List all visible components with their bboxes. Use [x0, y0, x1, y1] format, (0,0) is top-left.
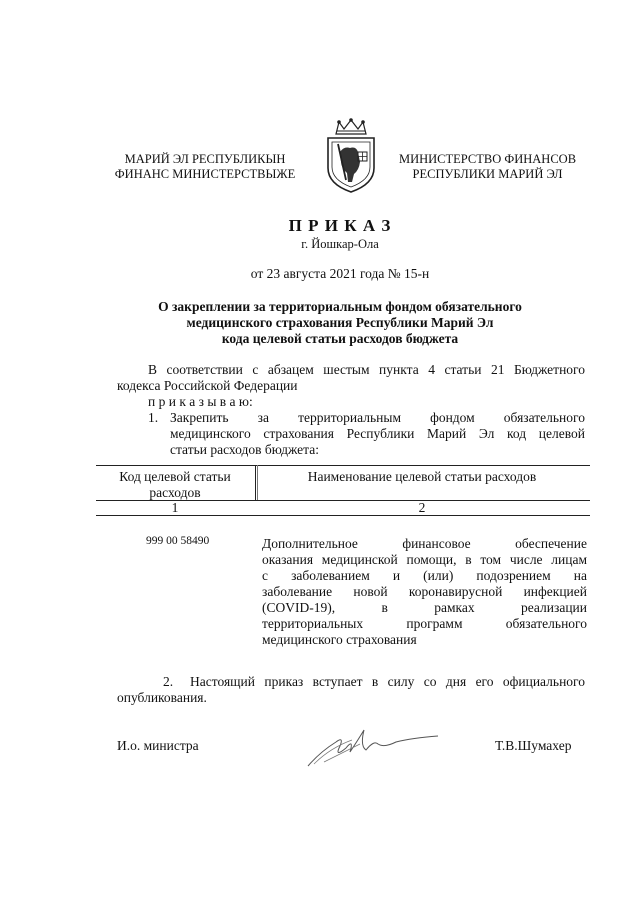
header-left-line-2: ФИНАНС МИНИСТЕРСТВЫЖЕ — [114, 167, 296, 181]
order-title-line-3: кода целевой статьи расходов бюджета — [221, 331, 459, 346]
header-left-line-1: МАРИЙ ЭЛ РЕСПУБЛИКЫН — [124, 152, 286, 166]
city: г. Йошкар-Ола — [301, 237, 379, 251]
handwritten-signature — [300, 722, 450, 772]
header-left — [100, 152, 310, 182]
desc-line-6: территориальных программ обязательного — [262, 616, 587, 631]
order-title-line-2: медицинского страхования Республики Марий Эл — [186, 315, 494, 330]
desc-line-1: Дополнительное финансовое обеспечение — [262, 536, 587, 551]
table-header-name: Наименование целевой статьи расходов — [307, 469, 537, 484]
item1-line-1: Закрепить за территориальным фондом обязательного — [170, 410, 585, 425]
table-column-divider — [255, 465, 256, 500]
desc-line-7: медицинского страхования — [262, 632, 417, 647]
table-header-code-line-1: Код целевой статьи — [119, 469, 231, 484]
table-colnum-1: 1 — [171, 500, 179, 515]
item2-number: 2. — [163, 674, 174, 689]
order-title-line-1: О закреплении за территориальным фондом обязательного — [158, 299, 522, 314]
header-right — [385, 152, 590, 182]
desc-line-2: оказания медицинской помощи, в том числе лицам — [262, 552, 587, 567]
item1-line-3: статьи расходов бюджета: — [170, 442, 319, 457]
table-column-divider-2 — [257, 465, 258, 500]
signatory-position: И.о. министра — [117, 738, 199, 753]
header-right-line-1: МИНИСТЕРСТВО ФИНАНСОВ — [398, 152, 577, 166]
desc-line-3: с заболеванием и (или) подозрением на — [262, 568, 587, 583]
item1-line-2: медицинского страхования Республики Марий Эл код целевой — [170, 426, 585, 441]
table-header-code — [100, 469, 250, 501]
item2-line-1: Настоящий приказ вступает в силу со дня его официального — [190, 674, 585, 689]
preamble-line-2: кодекса Российской Федерации — [117, 378, 298, 393]
order-title — [100, 299, 580, 347]
item1-number: 1. — [148, 410, 159, 425]
table-row-code: 999 00 58490 — [146, 535, 210, 547]
item2-line-2: опубликования. — [117, 690, 207, 705]
preamble-line-1: В соответствии с абзацем шестым пункта 4 статьи 21 Бюджетного — [148, 362, 585, 377]
table-header-code-line-2: расходов — [149, 485, 201, 500]
doc-type: П Р И К А З — [288, 216, 392, 235]
date-number: от 23 августа 2021 года № 15-н — [250, 266, 430, 281]
desc-line-5: (COVID-19), в рамках реализации — [262, 600, 587, 615]
header-right-line-2: РЕСПУБЛИКИ МАРИЙ ЭЛ — [412, 167, 563, 181]
coat-of-arms-icon — [322, 118, 380, 194]
table-top-border — [96, 465, 590, 466]
table-row-description — [262, 536, 587, 648]
desc-line-4: заболевание новой коронавирусной инфекцией — [262, 584, 587, 599]
signatory-name: Т.В.Шумахер — [495, 738, 572, 753]
table-colnum-2: 2 — [418, 500, 426, 515]
prikazyvayu: п р и к а з ы в а ю: — [148, 394, 253, 409]
